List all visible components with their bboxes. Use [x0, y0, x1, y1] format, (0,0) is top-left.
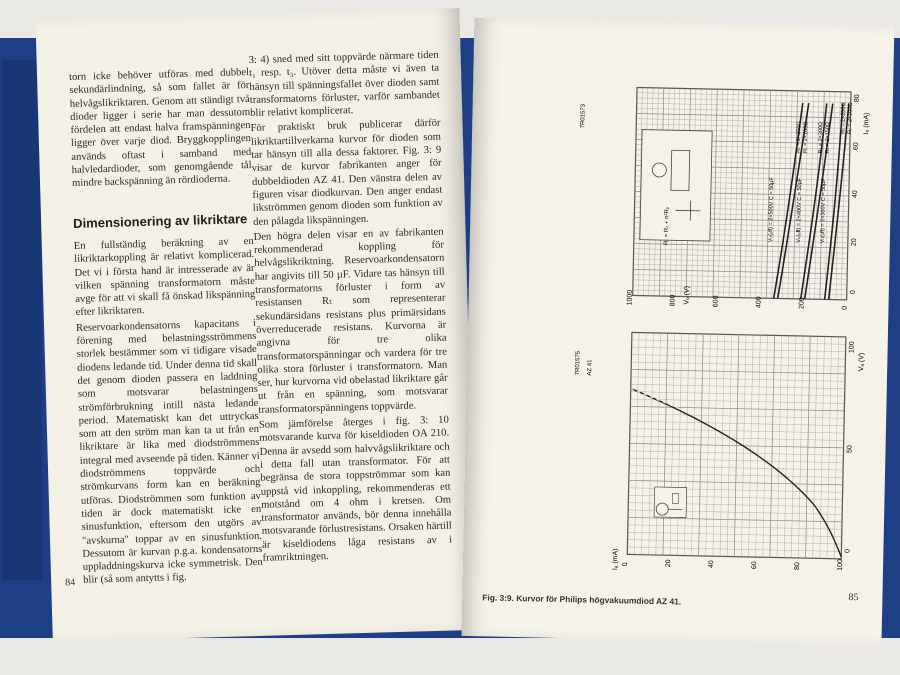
- left-column: [69, 66, 263, 590]
- curve-group-1-r2: Rₜ = 2×100Ω: [802, 121, 810, 154]
- x-tick-label: 20: [850, 238, 858, 247]
- y-tick-label: 60: [750, 561, 759, 570]
- paragraph: torn icke behöver utföras med dubbel sekundärlindning, så som fallet är för helvågslikriktaren. Genom att ständigt två dioder ligger i serie har man dessutom fördelen att endast halva framspänningen ligger över varje diod. Bryggkopplingen används oftast i samband med halvledardioder, som genomgående tål mindre backspänning än rördioderna.: [68, 67, 252, 190]
- paragraph: Som jämförelse återges i fig. 3: 10 motsvarande kurva för kiseldioden OA 210. Denna är avsedd som halvvågslikriktare och i detta fall utan transformator. För att begränsa de stora toppströmmar som kan uppstå vid inkoppling, rekommenderas ett motstånd om 4 ohm i kretsen. Om transformator används, bör denna innehålla motsvarande förlustresistans. Orsaken härtill är kiseldiodens låga resistans av i framriktningen.: [258, 414, 453, 564]
- x-axis-unit: Vₐ (V): [858, 352, 866, 372]
- curve-group-2-r2: Rₜ = 2×150Ω: [824, 122, 832, 154]
- curve-group-3-label: Vₜᵣ(ₑff) = 2×300V C = 50µF: [819, 178, 828, 244]
- y-tick-label: 80: [793, 562, 802, 571]
- curve-group-1-label: Vₜᵣ(ₑff) = 2×500V C = 50µF: [767, 177, 776, 243]
- y-tick-label: 400: [755, 296, 763, 309]
- paragraph: 3: 4) sned med sitt toppvärde närmare tiden t₁ resp. t₃. Utöver detta måste vi även ta hänsyn till spänningsfallet över dioden samt transformatorns förluster, varför sambandet blir relativt komplicerat.: [248, 49, 440, 120]
- formula-label: Rₜ = Rₛ + n²Rₚ: [663, 206, 671, 246]
- x-tick-label: 40: [851, 190, 859, 199]
- section-heading: Dimensionering av likriktare: [72, 210, 248, 231]
- curve-group-3-r2: Rₜ = 2×100Ω: [847, 102, 854, 135]
- curve-group-2-r1: Rₜ = 2×300Ω: [817, 121, 825, 154]
- y-tick-label: 800: [669, 294, 677, 307]
- figure-caption: Fig. 3:9. Kurvor för Philips högvakuumdiod AZ 41.: [482, 592, 682, 607]
- y-tick-label: 0: [622, 562, 630, 567]
- chart-code: 7R01575: [575, 350, 582, 376]
- diode-symbol: [654, 487, 687, 518]
- right-page: [462, 18, 895, 645]
- left-page: [35, 8, 476, 642]
- x-tick-label: 0: [844, 549, 852, 554]
- curve-group-1-r1: Rₜ = 2×200Ω: [795, 121, 803, 153]
- page-number-left: 84: [65, 577, 76, 589]
- y-tick-label: 20: [665, 559, 673, 568]
- y-tick-label: 1000: [626, 289, 634, 306]
- right-column: [249, 49, 453, 567]
- x-tick-label: 60: [852, 142, 860, 151]
- page-number-right: 85: [848, 592, 859, 604]
- y-tick-label: 40: [708, 560, 716, 569]
- y-tick-label: 100: [836, 559, 845, 571]
- x-axis-unit: Iₒ (mA): [863, 112, 871, 135]
- y-tick-label: 200: [798, 297, 806, 310]
- paragraph: För praktiskt bruk publicerar därför likriktartillverkarna kurvor för dioden som tar hänsyn till alla dessa faktorer. Fig. 3: 9 visar de kurvor fabrikanten anger för dubbeldioden AZ 41. Den vänstra delen av figuren visar diodkurvan. Den anger endast likströmmen genom dioden som funktion av den pålagda likspänningen.: [250, 118, 443, 228]
- chart-grid: [627, 332, 846, 558]
- x-tick-label: 80: [853, 94, 861, 103]
- curve-group-3-r1: Rₜ = 2×200Ω: [840, 102, 847, 134]
- chart-code: 7R01573: [580, 103, 587, 129]
- cover-edge: [2, 60, 42, 580]
- paragraph: Reservoarkondensatorns kapacitans i förening med belastningsströmmens storlek bestämmer som vi tidigare visade diodens ledande tid. Under denna tid skall det genom dioden passera en laddning som motsvarar belastningens strömförbrukning intill nästa ledande period. Matematiskt kan det uttryckas som att den ström man kan ta ut från en likriktare är lika med diodströmmens integral med avseende på tiden. Känner vi diodströmmens toppvärde och strömkurvans form kan en beräkning utföras. Diodströmmen som funktion av tiden är dock matematiskt icke en sinusfunktion, eftersom den utgörs av "avskurna" toppar av en sinusfunktion. Dessutom är kurvan p.g.a. kondensatorns uppladdningskurva icke symmetrisk. Den blir (så som antytts i fig.: [75, 317, 263, 587]
- y-tick-label: 0: [841, 305, 849, 310]
- diode-characteristic-chart: [543, 325, 878, 577]
- curve-group-2-label: Vₜᵣ(ₑff) = 2×400V C = 50µF: [795, 177, 804, 243]
- chart-side-label: AZ 41: [587, 359, 594, 376]
- paragraph: En fullständig beräkning av en likriktarkoppling är relativt komplicerad. Det vi i första hand är intresserade av är vilken spänning transformatorn måste avge för att vi skall få önskad likspänning efter likriktaren.: [73, 235, 256, 319]
- y-axis-unit: Vₒ (V): [683, 285, 691, 305]
- x-tick-label: 100: [848, 341, 856, 354]
- paragraph: Den högra delen visar en av fabrikanten rekommenderad koppling för helvågslikriktning. Reservoarkondensatorn har angivits till 50 µF. Vidare tas hänsyn till transformatorns förluster i form av resistansen Rₜ som representerar sekundärsidans resistans plus primärsidans överreducerade resistans. Kurvorna är angivna för tre olika transformatorspänningar och vardera för tre olika stora förluster i transformatorn. Man ser, hur kurvorna vid obelastad likriktare går ut från en spänning, som motsvarar transformatorspänningens toppvärde.: [253, 226, 449, 416]
- diode-curves-chart: [548, 68, 883, 315]
- y-axis-unit: Iₐ (mA): [611, 548, 620, 571]
- x-tick-label: 50: [846, 445, 854, 454]
- x-tick-labels: [844, 341, 855, 553]
- x-tick-label: 0: [849, 290, 857, 295]
- y-tick-label: 600: [712, 295, 720, 308]
- circuit-schematic: [640, 130, 712, 241]
